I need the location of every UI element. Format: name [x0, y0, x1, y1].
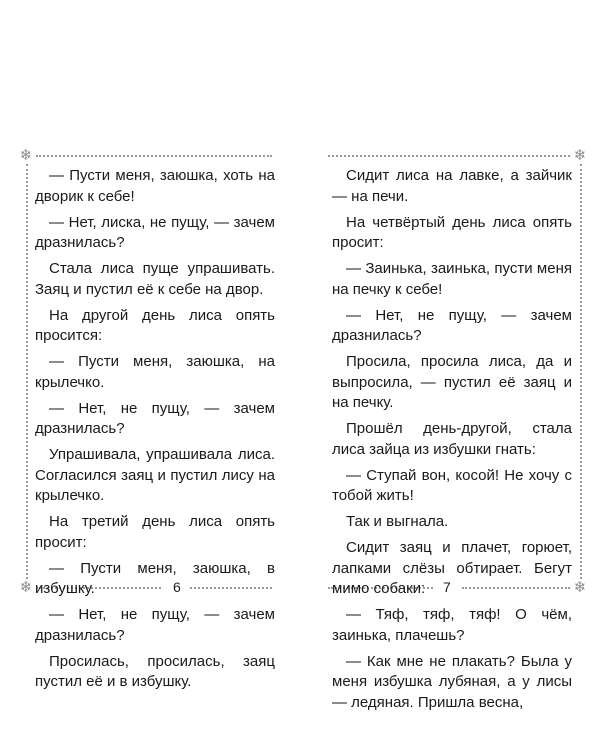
paragraph: — Заинька, заинька, пусти меня на печку к себе! — [332, 260, 572, 298]
paragraph: Так и выгнала. — [346, 513, 449, 530]
paragraph: — Как мне не плакать? Была у меня избушка лубяная, а у лисы — ледяная. Пришла весна, — [332, 652, 572, 711]
left-side-rule — [26, 164, 28, 579]
paragraph: — Пусти меня, заюшка, в избушку. — [35, 559, 275, 597]
left-page-text — [35, 166, 275, 698]
paragraph: — Нет, не пущу, — зачем дразнилась? — [35, 399, 275, 437]
paragraph: — Ступай вон, косой! Не хочу с тобой жить! — [332, 466, 572, 504]
right-side-rule — [580, 164, 582, 579]
snowflake-icon: ❄ — [19, 146, 33, 164]
paragraph: На другой день лиса опять просится: — [35, 306, 275, 344]
paragraph: Сидит лиса на лавке, а зайчик — на печи. — [332, 167, 572, 205]
paragraph: — Нет, лиска, не пущу, — зачем дразнилась? — [35, 213, 275, 251]
paragraph: — Тяф, тяф, тяф! О чём, заинька, плачешь? — [332, 606, 572, 644]
left-top-rule — [36, 155, 272, 157]
snowflake-icon: ❄ — [573, 146, 587, 164]
page-number-right: 7 — [443, 579, 451, 595]
right-page-text — [332, 166, 572, 719]
paragraph: Стала лиса пуще упрашивать. Заяц и пустил её к себе на двор. — [35, 260, 275, 298]
paragraph: Просилась, просилась, заяц пустил её и в избушку. — [35, 652, 275, 690]
paragraph: Упрашивала, упрашивала лиса. Согласился заяц и пустил лису на крылечко. — [35, 446, 275, 504]
paragraph: Сидит заяц и плачет, горюет, лапками слёзы обтирает. Бегут мимо собаки: — [332, 539, 572, 597]
paragraph: — Пусти меня, заюшка, на крылечко. — [35, 353, 275, 391]
page-number-left: 6 — [173, 579, 181, 595]
paragraph: — Пусти меня, заюшка, хоть на дворик к себе! — [35, 167, 275, 205]
paragraph: Просила, просила лиса, да и выпросила, — пустил её заяц и на печку. — [332, 353, 572, 411]
paragraph: На четвёртый день лиса опять просит: — [332, 213, 572, 251]
paragraph: На третий день лиса опять просит: — [35, 513, 275, 551]
paragraph: Прошёл день-другой, стала лиса зайца из избушки гнать: — [332, 420, 572, 458]
paragraph: — Нет, не пущу, — зачем дразнилась? — [332, 306, 572, 344]
snowflake-icon: ❄ — [573, 578, 587, 596]
snowflake-icon: ❄ — [19, 578, 33, 596]
paragraph: — Нет, не пущу, — зачем дразнилась? — [35, 606, 275, 644]
right-top-rule — [328, 155, 570, 157]
